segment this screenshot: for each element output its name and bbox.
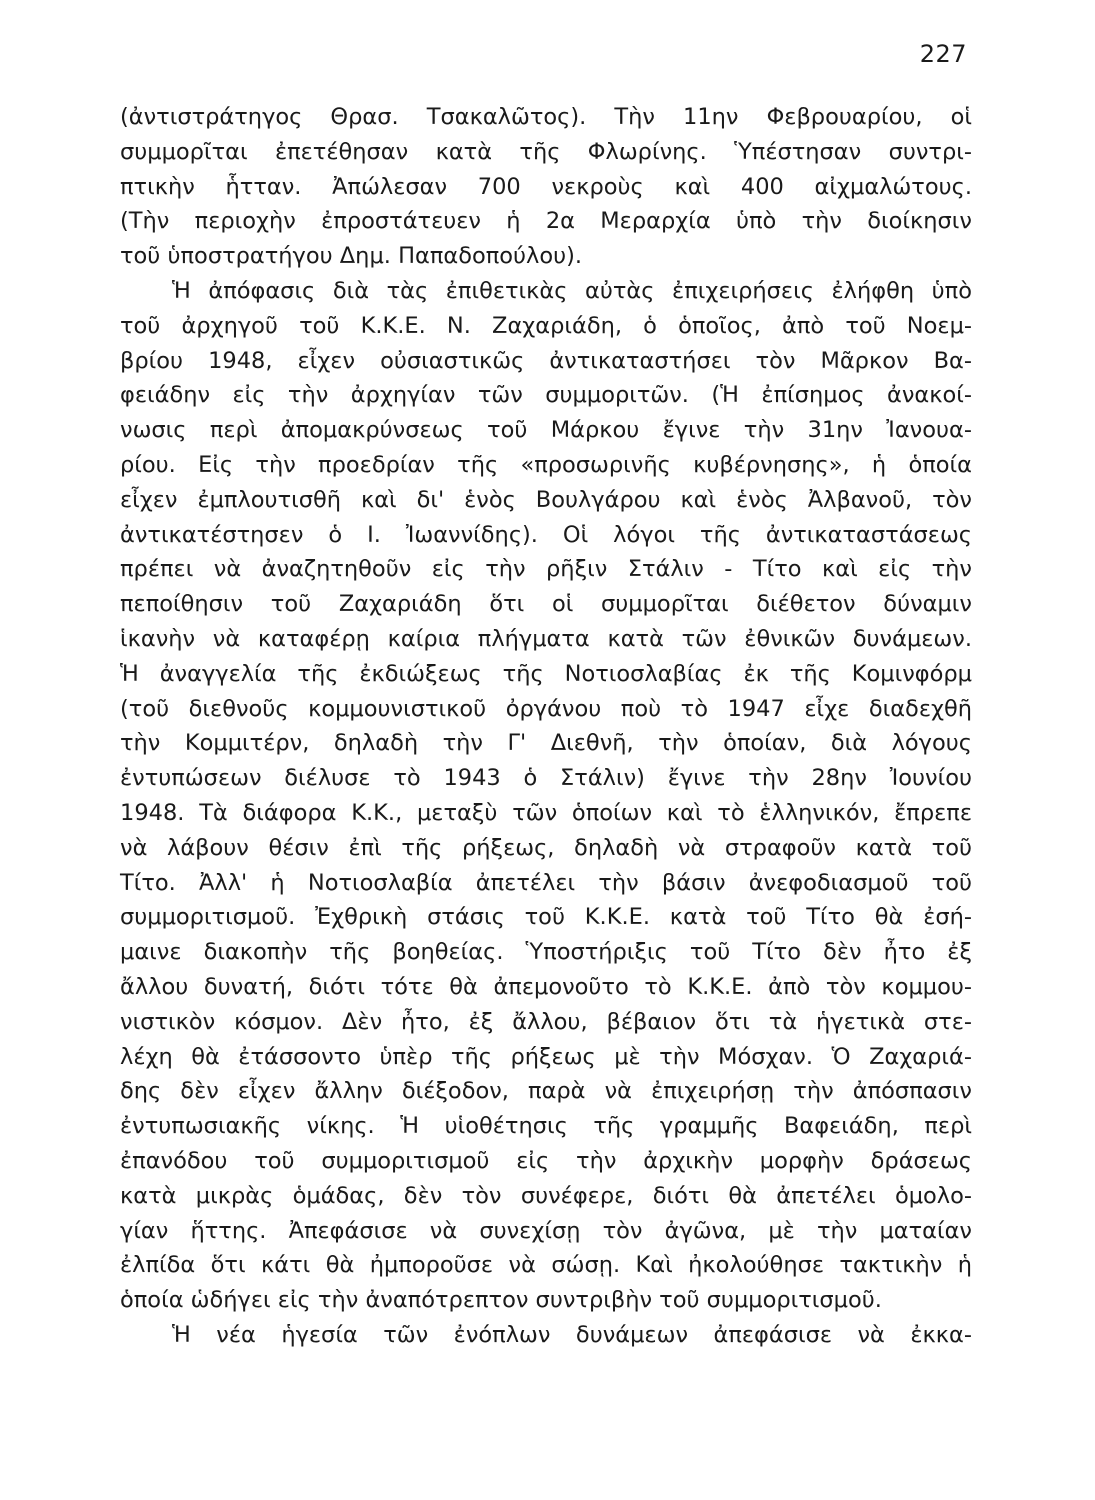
text-line: ἀντικατέστησεν ὁ Ι. Ἰωαννίδης). Οἱ λόγοι τῆς ἀντικαταστάσεως bbox=[120, 521, 972, 548]
text-line: τοῦ ἀρχηγοῦ τοῦ Κ.Κ.Ε. Ν. Ζαχαριάδη, ὁ ὁποῖος, ἀπὸ τοῦ Νοεμ- bbox=[120, 312, 972, 339]
text-line: Ἡ νέα ἡγεσία τῶν ἐνόπλων δυνάμεων ἀπεφάσισε νὰ ἐκκα- bbox=[172, 1321, 972, 1348]
text-line: (Τὴν περιοχὴν ἐπροστάτευεν ἡ 2α Μεραρχία ὑπὸ τὴν διοίκησιν bbox=[120, 208, 972, 235]
text-line: ἐντυπώσεων διέλυσε τὸ 1943 ὁ Στάλιν) ἔγινε τὴν 28ην Ἰουνίου bbox=[120, 765, 972, 792]
text-line: μαινε διακοπὴν τῆς βοηθείας. Ὑποστήριξις τοῦ Τίτο δὲν ἦτο ἐξ bbox=[120, 939, 972, 966]
text-line: δης δὲν εἶχεν ἄλλην διέξοδον, παρὰ νὰ ἐπιχειρήσῃ τὴν ἀπόσπασιν bbox=[120, 1078, 972, 1105]
text-line: νιστικὸν κόσμον. Δὲν ἦτο, ἐξ ἄλλου, βέβαιον ὅτι τὰ ἡγετικὰ στε- bbox=[120, 1008, 972, 1035]
text-line: 1948. Τὰ διάφορα Κ.Κ., μεταξὺ τῶν ὁποίων καὶ τὸ ἑλληνικόν, ἔπρεπε bbox=[120, 799, 972, 826]
text-line: τὴν Κομμιτέρν, δηλαδὴ τὴν Γ' Διεθνῆ, τὴν ὁποίαν, διὰ λόγους bbox=[120, 730, 972, 757]
text-line: λέχη θὰ ἐτάσσοντο ὑπὲρ τῆς ρήξεως μὲ τὴν Μόσχαν. Ὁ Ζαχαριά- bbox=[120, 1043, 972, 1070]
text-line: ἱκανὴν νὰ καταφέρῃ καίρια πλήγματα κατὰ τῶν ἐθνικῶν δυνάμεων. bbox=[120, 625, 972, 652]
text-line: Τίτο. Ἀλλ' ἡ Νοτιοσλαβία ἀπετέλει τὴν βάσιν ἀνεφοδιασμοῦ τοῦ bbox=[120, 869, 972, 896]
text-line: ρίου. Εἰς τὴν προεδρίαν τῆς «προσωρινῆς κυβέρνησης», ἡ ὁποία bbox=[120, 451, 972, 478]
text-line: πεποίθησιν τοῦ Ζαχαριάδη ὅτι οἱ συμμορῖται διέθετον δύναμιν bbox=[120, 591, 972, 618]
text-line: κατὰ μικρὰς ὁμάδας, δὲν τὸν συνέφερε, διότι θὰ ἀπετέλει ὁμολο- bbox=[120, 1182, 972, 1209]
text-line: τοῦ ὑποστρατήγου Δημ. Παπαδοπούλου). bbox=[120, 243, 583, 270]
text-line: Ἡ ἀπόφασις διὰ τὰς ἐπιθετικὰς αὐτὰς ἐπιχειρήσεις ἐλήφθη ὑπὸ bbox=[172, 277, 972, 304]
text-line: εἶχεν ἐμπλουτισθῆ καὶ δι' ἑνὸς Βουλγάρου καὶ ἑνὸς Ἀλβανοῦ, τὸν bbox=[120, 486, 972, 513]
page-number: 227 bbox=[919, 40, 967, 68]
text-line: (τοῦ διεθνοῦς κομμουνιστικοῦ ὀργάνου ποὺ τὸ 1947 εἶχε διαδεχθῆ bbox=[120, 695, 972, 722]
text-line: γίαν ἥττης. Ἀπεφάσισε νὰ συνεχίσῃ τὸν ἀγῶνα, μὲ τὴν ματαίαν bbox=[120, 1217, 972, 1244]
text-line: ἐλπίδα ὅτι κάτι θὰ ἠμποροῦσε νὰ σώσῃ. Καὶ ἠκολούθησε τακτικὴν ἡ bbox=[120, 1252, 972, 1279]
text-line: νὰ λάβουν θέσιν ἐπὶ τῆς ρήξεως, δηλαδὴ νὰ στραφοῦν κατὰ τοῦ bbox=[120, 834, 972, 861]
body-text bbox=[120, 100, 972, 1353]
text-line: φειάδην εἰς τὴν ἀρχηγίαν τῶν συμμοριτῶν. (Ἡ ἐπίσημος ἀνακοί- bbox=[120, 382, 972, 409]
text-line: ἐπανόδου τοῦ συμμοριτισμοῦ εἰς τὴν ἀρχικὴν μορφὴν δράσεως bbox=[120, 1147, 972, 1174]
text-line: ἐντυπωσιακῆς νίκης. Ἡ υἱοθέτησις τῆς γραμμῆς Βαφειάδη, περὶ bbox=[120, 1113, 972, 1140]
text-line: συμμοριτισμοῦ. Ἐχθρικὴ στάσις τοῦ Κ.Κ.Ε. κατὰ τοῦ Τίτο θὰ ἐσή- bbox=[120, 904, 972, 931]
text-line: βρίου 1948, εἶχεν οὐσιαστικῶς ἀντικαταστήσει τὸν Μᾶρκον Βα- bbox=[120, 347, 972, 374]
text-line: ὁποία ὡδήγει εἰς τὴν ἀναπότρεπτον συντριβὴν τοῦ συμμοριτισμοῦ. bbox=[120, 1287, 882, 1314]
text-line: πρέπει νὰ ἀναζητηθοῦν εἰς τὴν ρῆξιν Στάλιν - Τίτο καὶ εἰς τὴν bbox=[120, 556, 972, 583]
text-line: (ἀντιστράτηγος Θρασ. Τσακαλῶτος). Τὴν 11ην Φεβρουαρίου, οἱ bbox=[120, 104, 972, 130]
text-line: συμμορῖται ἐπετέθησαν κατὰ τῆς Φλωρίνης. Ὑπέστησαν συντρι- bbox=[120, 138, 972, 165]
text-line: νωσις περὶ ἀπομακρύνσεως τοῦ Μάρκου ἔγινε τὴν 31ην Ἰανουα- bbox=[120, 417, 972, 444]
text-line: ἄλλου δυνατή, διότι τότε θὰ ἀπεμονοῦτο τὸ Κ.Κ.Ε. ἀπὸ τὸν κομμου- bbox=[120, 973, 972, 1000]
text-line: πτικὴν ἧτταν. Ἀπώλεσαν 700 νεκροὺς καὶ 400 αἰχμαλώτους. bbox=[120, 173, 972, 200]
text-line: Ἡ ἀναγγελία τῆς ἐκδιώξεως τῆς Νοτιοσλαβίας ἐκ τῆς Κομινφόρμ bbox=[120, 660, 972, 687]
